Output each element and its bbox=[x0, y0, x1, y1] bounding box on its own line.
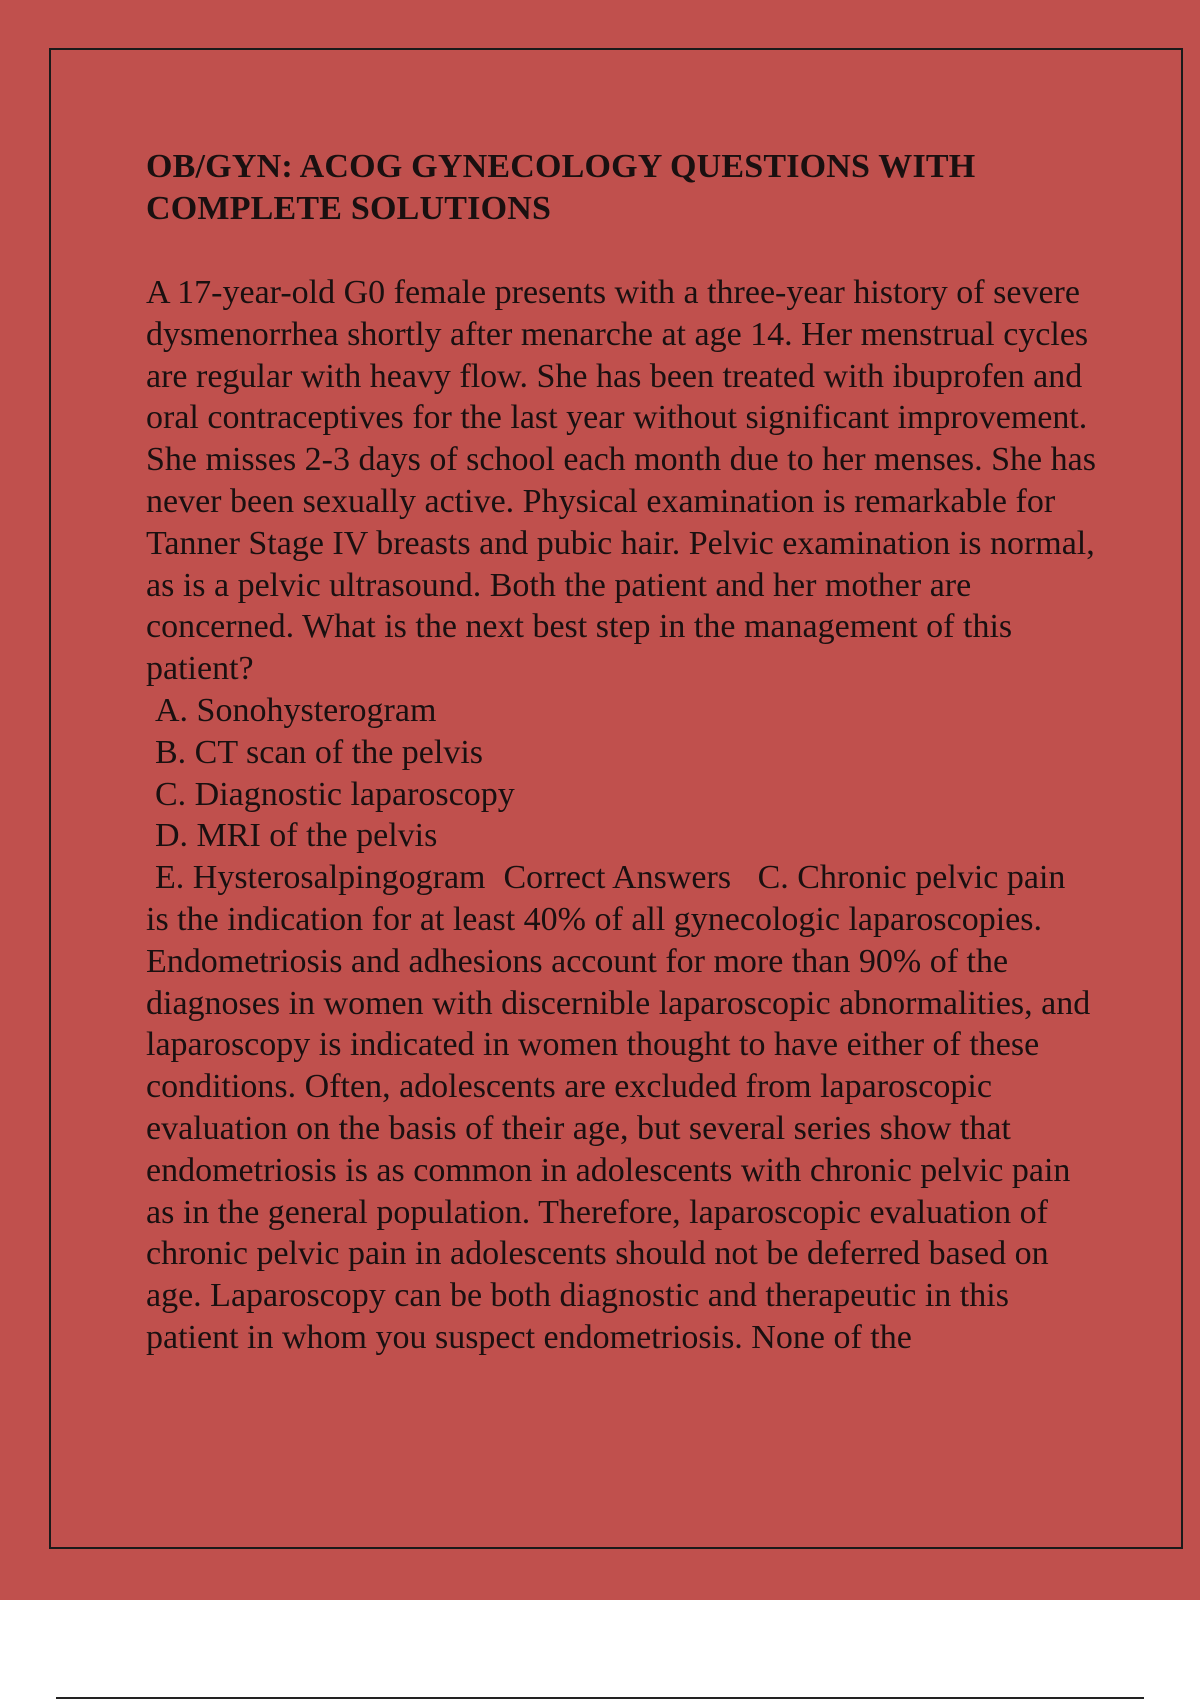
option-d: D. MRI of the pelvis bbox=[155, 817, 438, 855]
answer-explanation bbox=[146, 857, 1096, 1359]
option-e: E. Hysterosalpingogram bbox=[155, 859, 486, 897]
document-content bbox=[146, 146, 1096, 1359]
title-line-2: COMPLETE SOLUTIONS bbox=[146, 190, 552, 227]
bottom-divider bbox=[56, 1697, 1144, 1699]
option-a: A. Sonohysterogram bbox=[155, 691, 437, 729]
question-stem: A 17-year-old G0 female presents with a three-year history of severe dysmenorrhea shortly after menarche at age 14. Her menstrual cycles are regular with heavy flow. She has been treated with ibuprofen and oral contraceptives for the last year without significant improvement. She misses 2-3 days of school each month due to her menses. She has never been sexually active. Physical examination is remarkable for Tanner Stage IV breasts and pubic hair. Pelvic examination is normal, as is a pelvic ultrasound. Both the patient and her mother are concerned. What is the next best step in the management of this patient? bbox=[146, 274, 1096, 688]
answer-options bbox=[146, 690, 1096, 857]
option-c: C. Diagnostic laparoscopy bbox=[155, 775, 515, 813]
answer-label: Correct Answers bbox=[503, 859, 732, 897]
page-title bbox=[146, 146, 1096, 230]
option-b: B. CT scan of the pelvis bbox=[155, 733, 483, 771]
answer-text: C. Chronic pelvic pain is the indication for at least 40% of all gynecologic laparoscopies. Endometriosis and adhesions account for more than 90% of the diagnoses in women with discernible laparoscopic abnormalities, and laparoscopy is indicated in women thought to have either of these conditions. Often, adolescents are excluded from laparoscopic evaluation on the basis of their age, but several series show that endometriosis is as common in adolescents with chronic pelvic pain as in the general population. Therefore, laparoscopic evaluation of chronic pelvic pain in adolescents should not be deferred based on age. Laparoscopy can be both diagnostic and therapeutic in this patient in whom you suspect endometriosis. None of the bbox=[146, 859, 1091, 1356]
title-line-1: OB/GYN: ACOG GYNECOLOGY QUESTIONS WITH bbox=[146, 148, 976, 185]
